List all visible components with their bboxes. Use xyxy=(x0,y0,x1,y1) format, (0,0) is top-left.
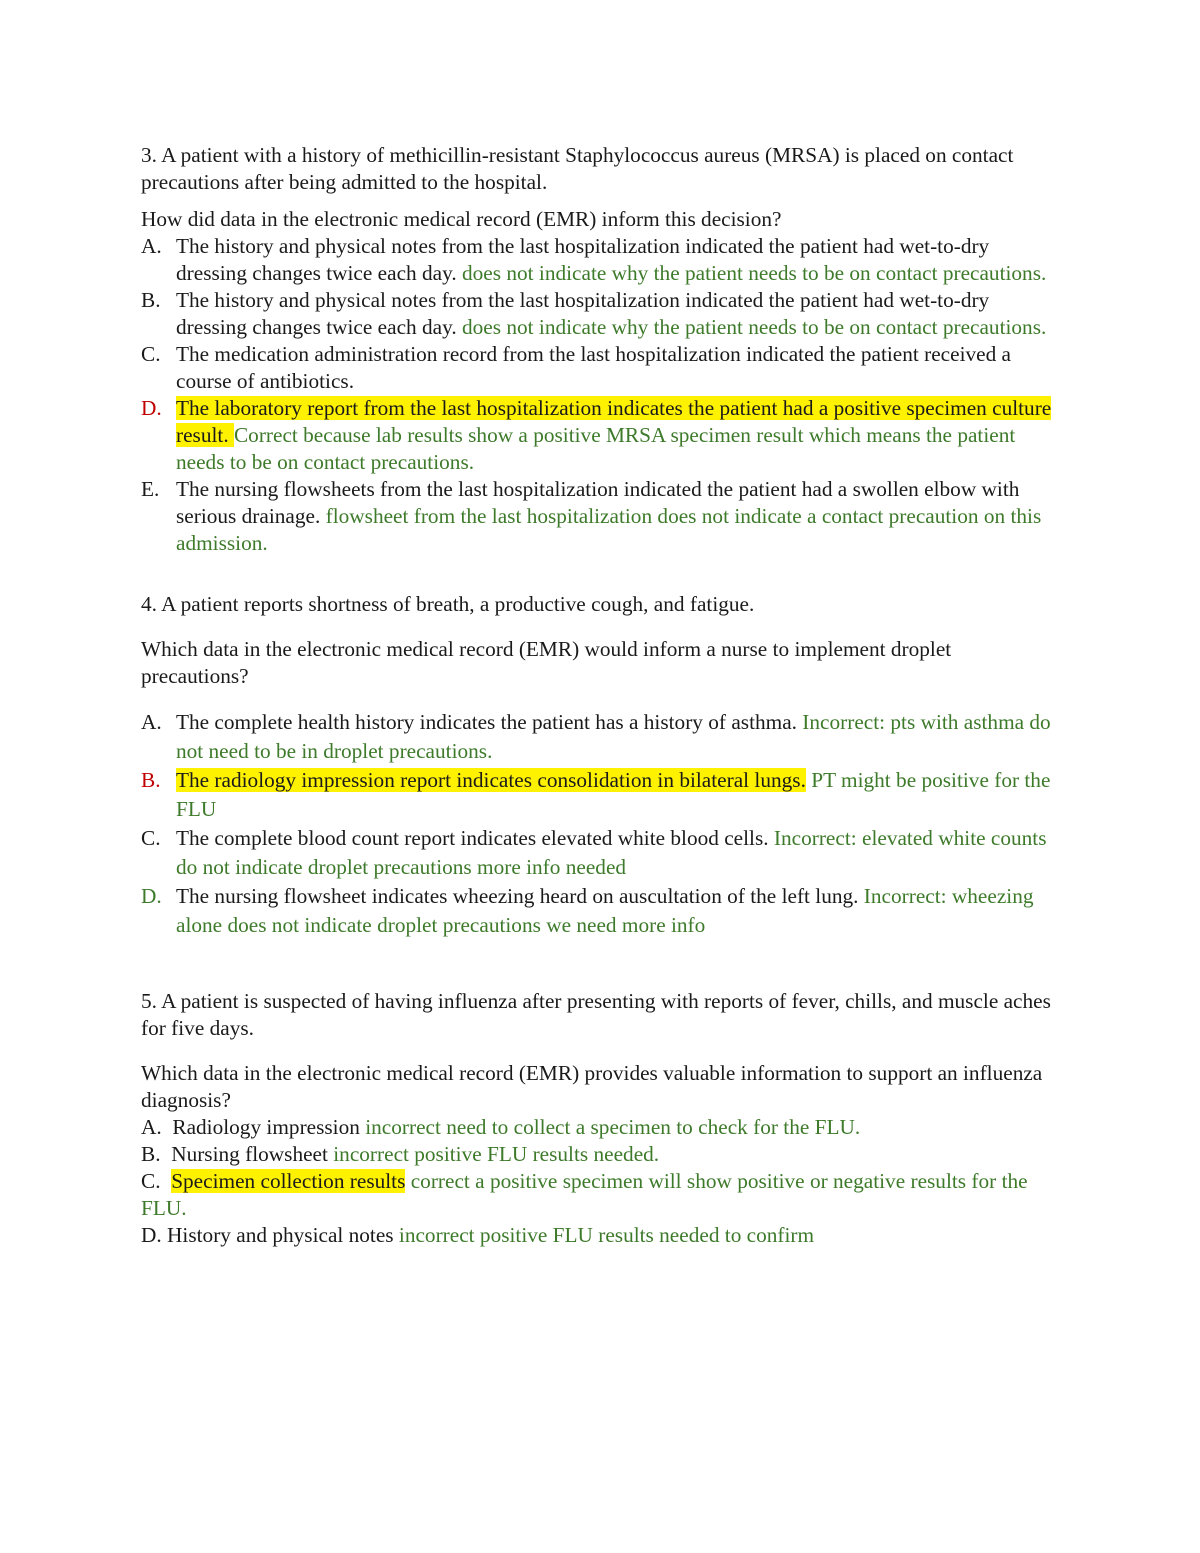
q4-option-a xyxy=(141,708,1061,766)
option-letter: A. xyxy=(141,234,162,258)
q4-prompt: Which data in the electronic medical record (EMR) would inform a nurse to implement droplet precautions? xyxy=(141,637,952,688)
option-letter: E. xyxy=(141,477,160,501)
option-letter: D. xyxy=(141,884,162,908)
option-note: Incorrect: pts with asthma do not need to be in droplet precautions. xyxy=(176,710,1051,763)
option-note: does not indicate why the patient needs to be on contact precautions. xyxy=(456,261,1047,285)
q4-options xyxy=(141,708,1061,940)
option-note: Incorrect: elevated white counts do not indicate droplet precautions more info needed xyxy=(176,826,1047,879)
option-note: Incorrect: wheezing alone does not indicate droplet precautions we need more info xyxy=(176,884,1034,937)
question-3 xyxy=(141,142,1061,557)
option-letter: A. xyxy=(141,1115,162,1139)
option-note: incorrect positive FLU results needed to confirm xyxy=(393,1223,815,1247)
question-5 xyxy=(141,988,1061,1249)
q5-option-a xyxy=(141,1114,1061,1141)
option-text-highlighted: Specimen collection results xyxy=(171,1169,406,1193)
q3-option-e xyxy=(141,476,1061,557)
document-page xyxy=(141,142,1061,1249)
option-letter: A. xyxy=(141,710,162,734)
option-letter: C. xyxy=(141,342,161,366)
q3-stem: 3. A patient with a history of methicillin-resistant Staphylococcus aureus (MRSA) is placed on contact precautions after being admitted to the hospital. xyxy=(141,143,1014,194)
q3-prompt: How did data in the electronic medical record (EMR) inform this decision? xyxy=(141,207,782,231)
option-text: The history and physical notes from the last hospitalization indicated the patient had wet-to-dry dressing changes twice each day. xyxy=(176,234,990,285)
q4-option-c xyxy=(141,824,1061,882)
option-text: The medication administration record from the last hospitalization indicated the patient received a course of antibiotics. xyxy=(176,342,1012,393)
option-text-highlighted: The laboratory report from the last hospitalization indicates the patient had a positive specimen culture result. xyxy=(176,396,1052,447)
option-text: Nursing flowsheet xyxy=(171,1142,328,1166)
q3-option-b xyxy=(141,287,1061,341)
option-note: Correct because lab results show a positive MRSA specimen result which means the patient needs to be on contact precautions. xyxy=(176,423,1016,474)
option-letter: C. xyxy=(141,826,161,850)
q5-option-c xyxy=(141,1168,1061,1222)
option-note: correct a positive specimen will show positive or negative results for the FLU. xyxy=(141,1169,1028,1220)
option-note: PT might be positive for the FLU xyxy=(176,768,1051,821)
q3-options xyxy=(141,233,1061,557)
option-note: flowsheet from the last hospitalization does not indicate a contact precaution on this admission. xyxy=(176,504,1042,555)
option-text: The nursing flowsheets from the last hospitalization indicated the patient had a swollen elbow with serious drainage. xyxy=(176,477,1020,528)
q5-option-d xyxy=(141,1222,1061,1249)
q5-option-b xyxy=(141,1141,1061,1168)
q4-stem: 4. A patient reports shortness of breath, a productive cough, and fatigue. xyxy=(141,592,755,616)
option-letter: B. xyxy=(141,288,161,312)
option-text: The complete health history indicates the patient has a history of asthma. xyxy=(176,710,797,734)
q5-options xyxy=(141,1114,1061,1249)
option-text-highlighted: The radiology impression report indicates consolidation in bilateral lungs. xyxy=(176,768,806,792)
q4-option-d xyxy=(141,882,1061,940)
option-text: The history and physical notes from the last hospitalization indicated the patient had wet-to-dry dressing changes twice each day. xyxy=(176,288,990,339)
option-letter: D. xyxy=(141,396,162,420)
option-text: The complete blood count report indicates elevated white blood cells. xyxy=(176,826,769,850)
q4-option-b xyxy=(141,766,1061,824)
q3-option-c xyxy=(141,341,1061,395)
option-text: Radiology impression xyxy=(172,1115,360,1139)
option-letter: D. xyxy=(141,1223,162,1247)
option-letter: C. xyxy=(141,1169,161,1193)
question-4 xyxy=(141,591,1061,940)
option-text: History and physical notes xyxy=(167,1223,394,1247)
option-note: incorrect positive FLU results needed. xyxy=(327,1142,660,1166)
option-text: The nursing flowsheet indicates wheezing heard on auscultation of the left lung. xyxy=(176,884,859,908)
q5-prompt: Which data in the electronic medical record (EMR) provides valuable information to support an influenza diagnosis? xyxy=(141,1061,1043,1112)
option-letter: B. xyxy=(141,768,161,792)
q5-stem: 5. A patient is suspected of having influenza after presenting with reports of fever, chills, and muscle aches for five days. xyxy=(141,989,1051,1040)
q3-option-d xyxy=(141,395,1061,476)
q3-option-a xyxy=(141,233,1061,287)
option-letter: B. xyxy=(141,1142,161,1166)
option-note: does not indicate why the patient needs to be on contact precautions. xyxy=(456,315,1047,339)
option-note: incorrect need to collect a specimen to check for the FLU. xyxy=(359,1115,861,1139)
